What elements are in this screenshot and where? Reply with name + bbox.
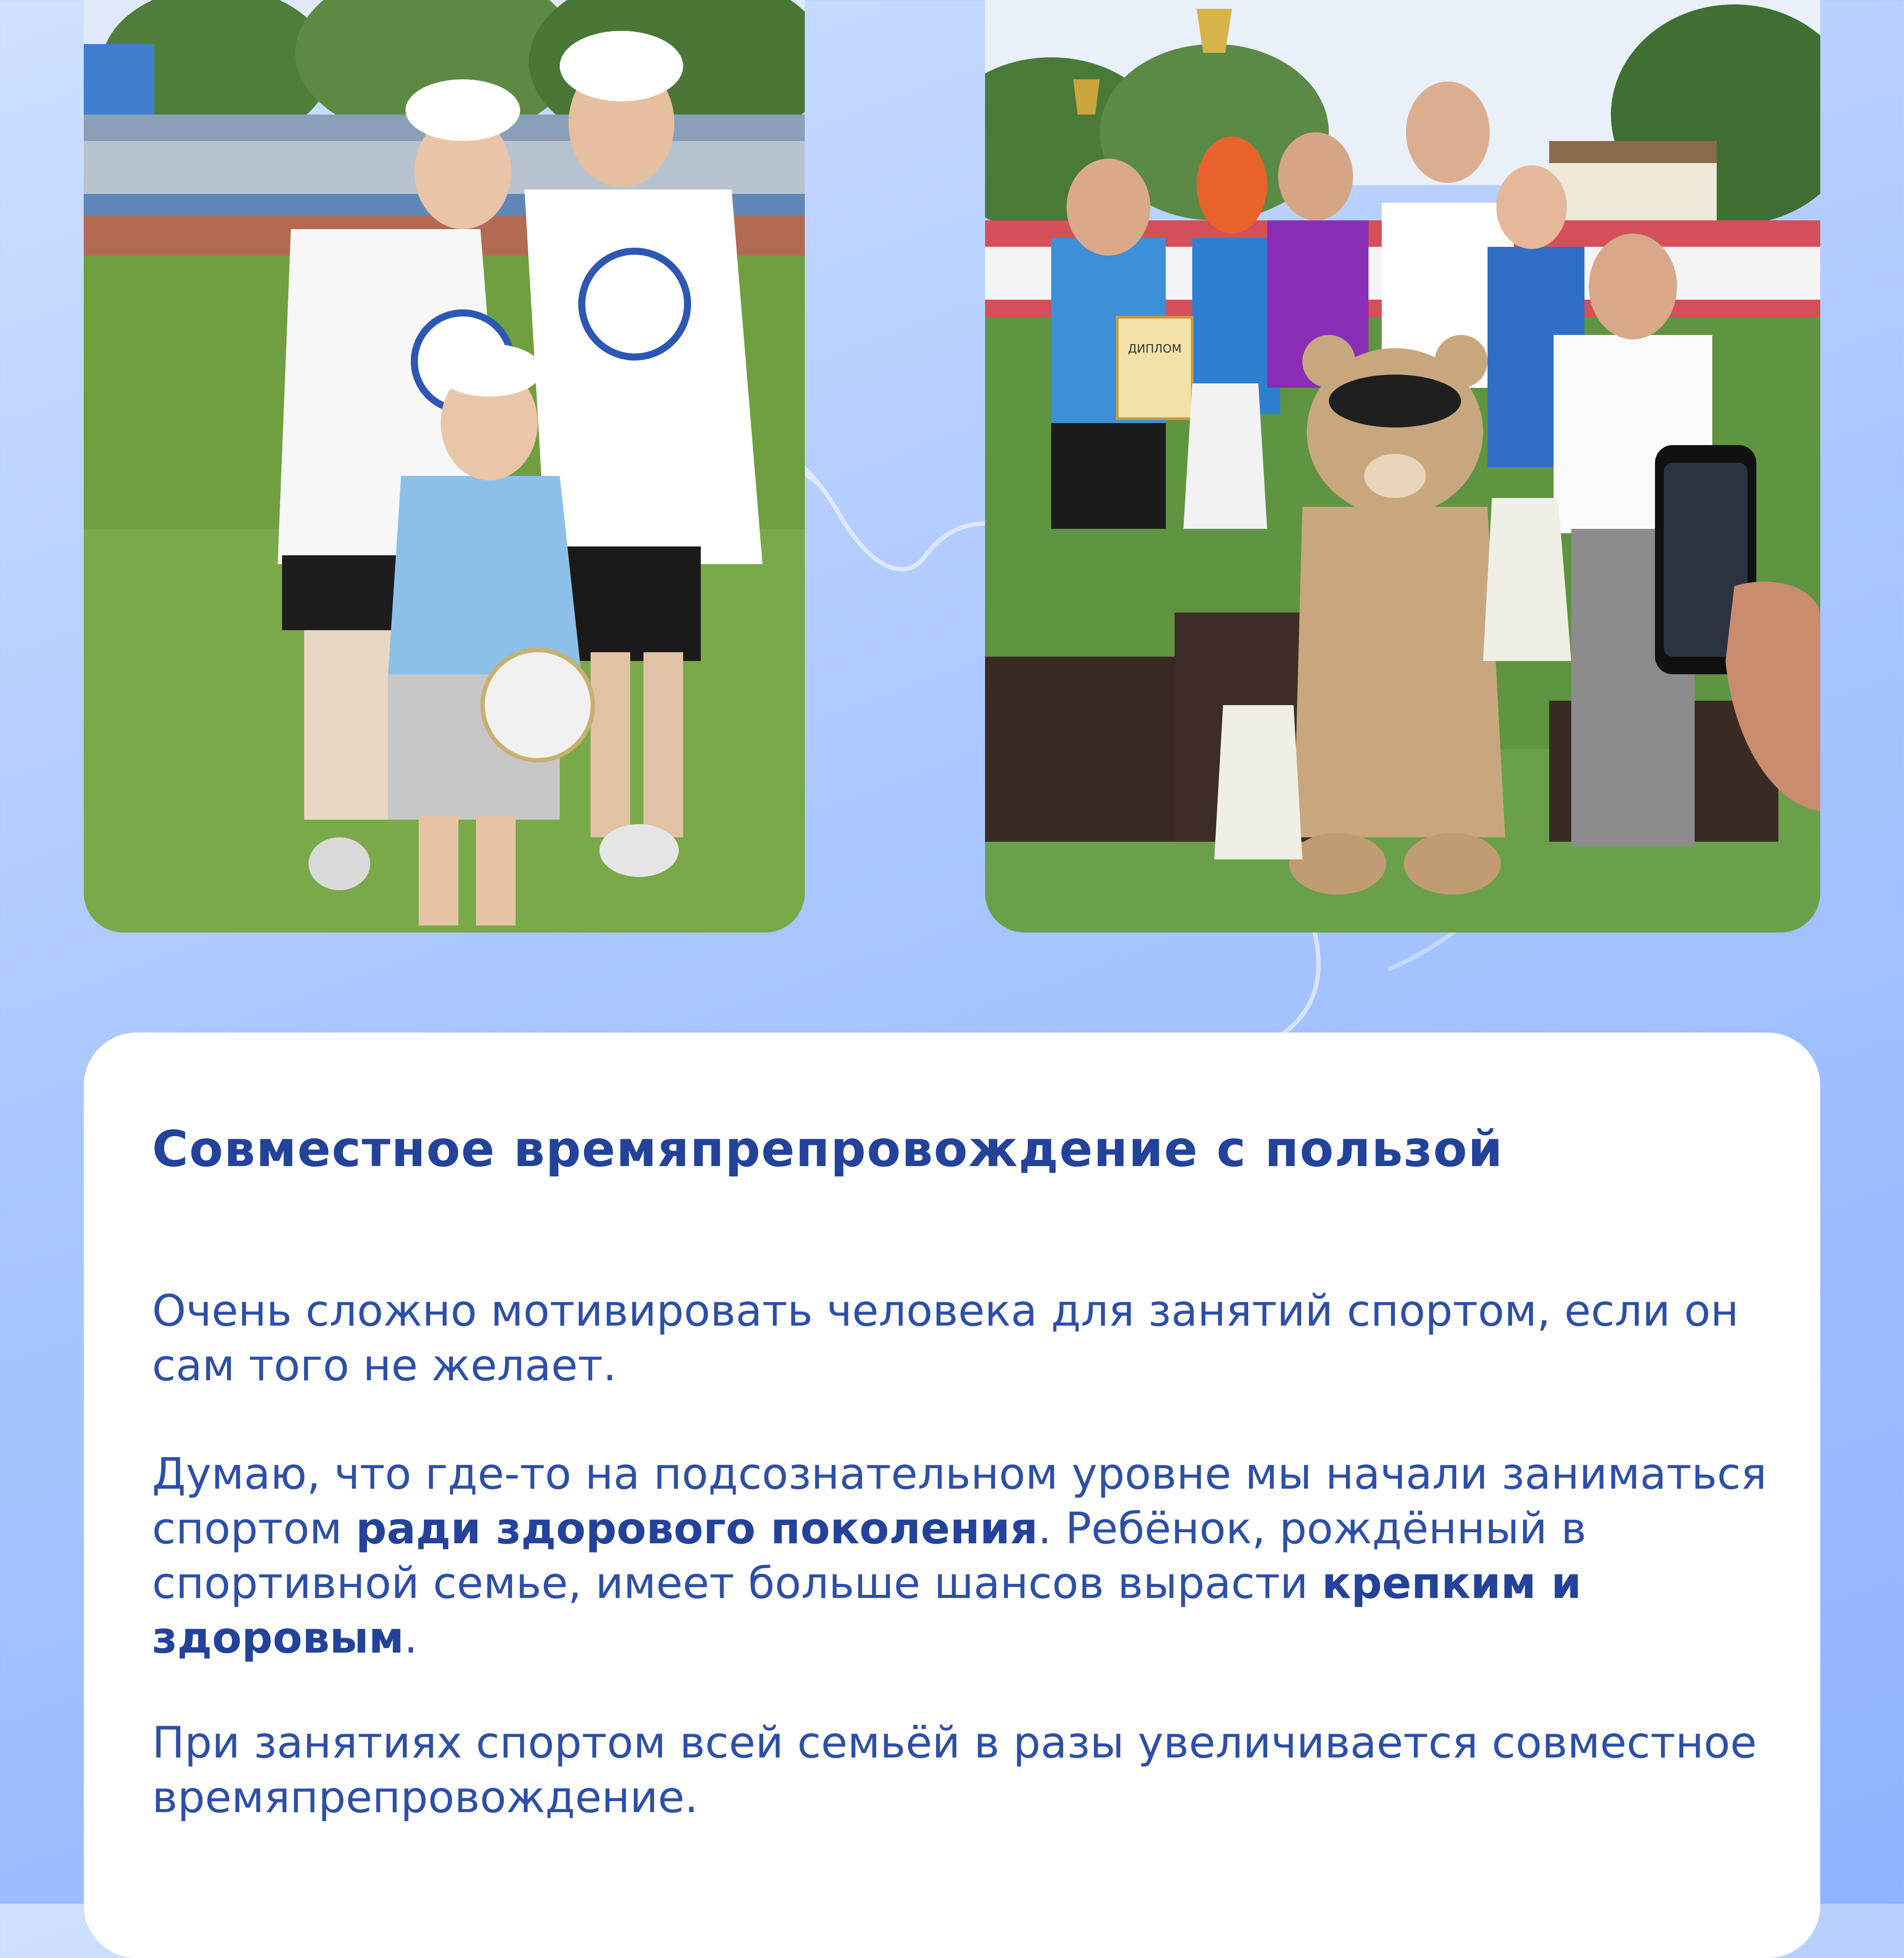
emphasis-strong-healthy: крепким и здоровым xyxy=(152,1558,1582,1663)
paragraph-motivation: Очень сложно мотивировать человека для занятий спортом, если он сам того не желает. xyxy=(152,1286,1739,1391)
family-photo xyxy=(84,0,805,933)
emphasis-healthy-generation: ради здорового поколения xyxy=(356,1504,1038,1554)
diploma-text: ДИПЛОМ xyxy=(1128,342,1182,356)
paragraph-text: . xyxy=(404,1613,418,1663)
paragraph-healthy-generation xyxy=(152,1447,1783,1665)
team-photo xyxy=(985,0,1820,933)
paragraph-text: . Ребёнок, рождённый в спортивной семье, имеет больше шансов вырасти xyxy=(152,1504,1587,1609)
paragraph-family-time: При занятиях спортом всей семьёй в разы увеличивается совместное времяпрепровождение. xyxy=(152,1718,1757,1823)
paragraph-text: Думаю, что где-то на подсознательном уровне мы начали заниматься спортом xyxy=(152,1449,1767,1554)
card-title: Совместное времяпрепровождение с пользой xyxy=(152,1121,1504,1178)
text-card xyxy=(84,1033,1820,1958)
